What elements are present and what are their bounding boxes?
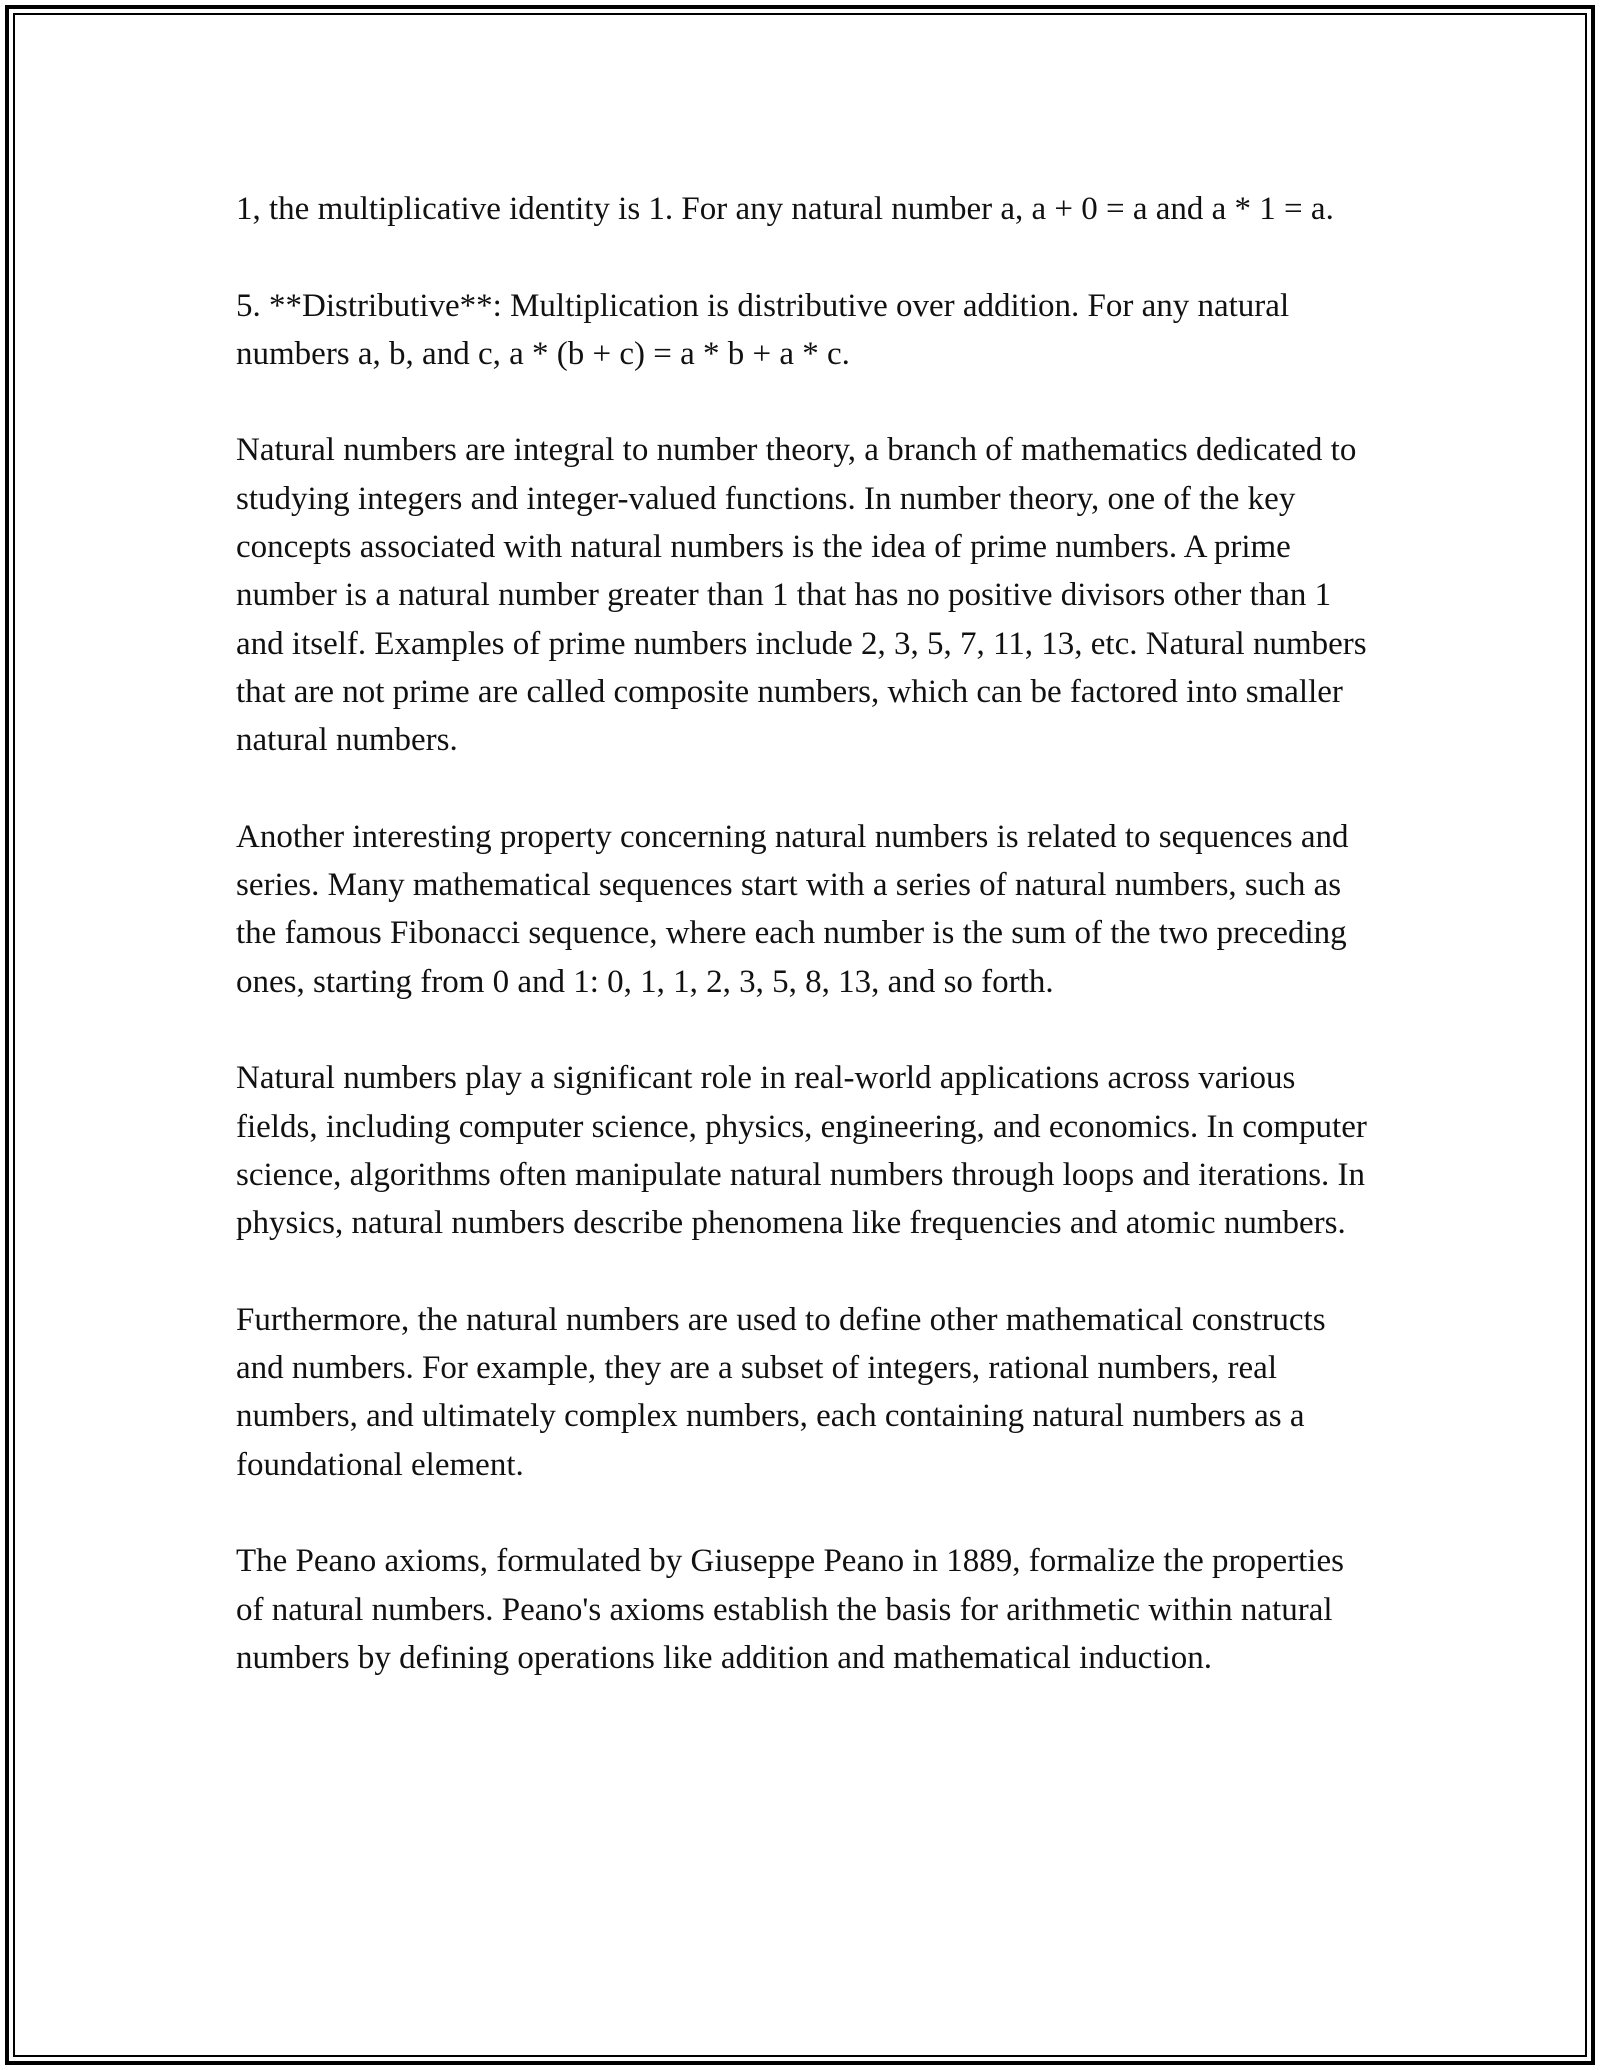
paragraph-sequences: Another interesting property concerning natural numbers is related to sequences and series. Many mathematical sequences start with a series of natural numbers, such as the famous Fibonacci sequence, where each number is the sum of the two preceding ones, starting from 0 and 1: 0, 1, 1, 2, 3, 5, 8, 13, and so forth.: [236, 818, 1349, 1000]
paragraph-constructs: Furthermore, the natural numbers are used to define other mathematical constructs and numbers. For example, they are a subset of integers, rational numbers, real numbers, and ultimately complex numbers, each containing natural numbers as a foundational element.: [236, 1301, 1326, 1483]
paragraph-peano-axioms: The Peano axioms, formulated by Giuseppe Peano in 1889, formalize the properties of natural numbers. Peano's axioms establish the basis for arithmetic within natural numbers by defining operations like addition and mathematical induction.: [236, 1543, 1344, 1676]
paragraph-applications: Natural numbers play a significant role in real-world applications across various fields, including computer science, physics, engineering, and economics. In computer science, algorithms often manipulate natural numbers through loops and iterations. In physics, natural numbers describe phenomena like frequencies and atomic numbers.: [236, 1060, 1367, 1242]
paragraph-identity: 1, the multiplicative identity is 1. For any natural number a, a + 0 = a and a * 1 = a.: [236, 191, 1334, 227]
paragraph-number-theory: Natural numbers are integral to number theory, a branch of mathematics dedicated to studying integers and integer-valued functions. In number theory, one of the key concepts associated with natural numbers is the idea of prime numbers. A prime number is a natural number greater than 1 that has no positive divisors other than 1 and itself. Examples of prime numbers include 2, 3, 5, 7, 11, 13, etc. Natural numbers that are not prime are called composite numbers, which can be factored into smaller natural numbers.: [236, 432, 1367, 759]
document-body: [236, 185, 1376, 1731]
paragraph-distributive: 5. **Distributive**: Multiplication is distributive over addition. For any natural numbers a, b, and c, a * (b + c) = a * b + a * c.: [236, 287, 1290, 372]
